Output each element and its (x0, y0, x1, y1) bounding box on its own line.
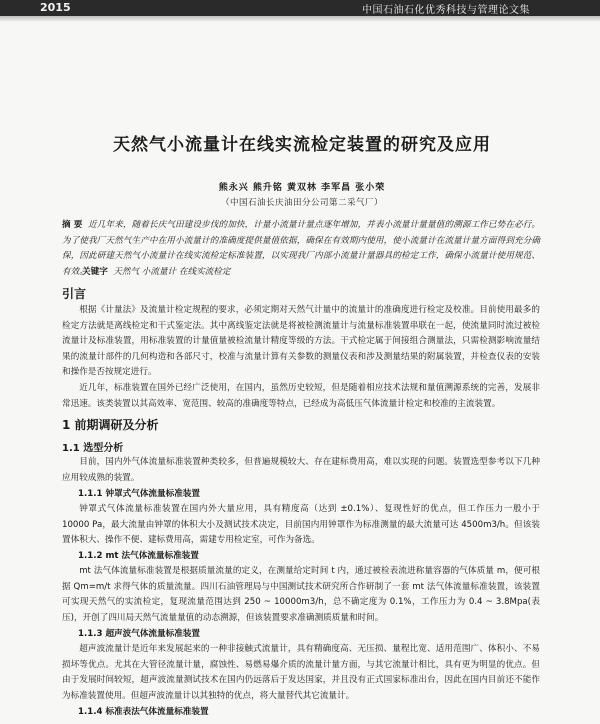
keywords-text: 天然气 小流量计 在线实流检定 (113, 267, 231, 277)
section-1-1-3-heading: 1.1.3 超声波气体流量标准装置 (78, 629, 200, 639)
section-1-1-2-heading: 1.1.2 mt 法气体流量标准装置 (78, 551, 199, 561)
affiliation: （中国石油长庆油田分公司第二采气厂） (220, 198, 383, 208)
section-1-1-paragraph: 目前，国内外气体流量标准装置种类较多，但普遍规模较大、存在建标费用高，难以实现的问题。装置选型参考以下几种应用较成熟的装置。 (62, 457, 540, 483)
journal-title: 中国石油石化优秀科技与管理论文集 (362, 5, 530, 16)
keywords-label: 关键字 (82, 267, 108, 277)
section-1-1-4-heading: 1.1.4 标准表法气体流量标准装置 (78, 707, 209, 717)
abstract-label: 摘 要 (62, 220, 83, 230)
intro-heading: 引言 (62, 287, 87, 301)
section-1-1-1-paragraph: 钟罩式气体流量标准装置在国内外大量应用，具有精度高（达到 ±0.1%）、复现性好的优点，但工作压力一般小于 10000 Pa，最大流量由钟罩的体积大小及测试技术决定，目前国内用钟罩作为标准测量的最大流量可达 4500m3/h。但该装置体积大、操作不便、建标费用高，需建专用检定室，可作为备选。 (62, 504, 540, 545)
section-1-1-3-paragraph: 超声波流量计是近年来发展起来的一种非接触式流量计，具有精确度高、无压损、量程比宽、适用范围广、体积小、不易损坏等优点。尤其在大管径流量计量，腐蚀性、易燃易爆介质的流量计量方面，与其它流量计相比，具有更为明显的优点。但由于发展时间较短，超声波流量测试技术在国内仍远落后于发达国家，并且没有正式国家标准出台，因此在国内目前还不能作为标准装置使用。但超声波流量计以其独特的优点，将大量替代其它流量计。 (62, 644, 540, 701)
scan-shadow (0, 16, 600, 22)
authors: 熊永兴 熊升铭 黄双林 李军昌 张小荣 (218, 183, 386, 193)
section-1-heading: 1 前期调研及分析 (62, 418, 159, 432)
intro-paragraph-2: 近几年，标准装置在国外已经广泛使用，在国内，虽然历史较短，但是随着相应技术法规和量值溯源系统的完善，发展非常迅速。该类装置以其高效率、宽范围、较高的准确度等特点，已经成为高低压气体流量计检定和校准的主流装置。 (62, 383, 540, 409)
section-1-1-heading: 1.1 选型分析 (62, 443, 124, 454)
section-1-1-1-heading: 1.1.1 钟罩式气体流量标准装置 (78, 489, 200, 499)
paper-title: 天然气小流量计在线实流检定装置的研究及应用 (113, 135, 491, 155)
keywords (82, 265, 542, 277)
journal-header-bar (0, 0, 600, 16)
intro-paragraph-1: 根据《计量法》及流量计检定规程的要求，必须定期对天然气计量中的流量计的准确度进行检定及校准。目前使用最多的检定方法就是离线检定和干式鉴定法。其中离线鉴定法就是将被检测流量计与流量标准装置串联在一起，使流量同时流过被检流量计及标准装置，用标准装置的计量值量被检流量计精度等级的方法。干式检定属于间接组合测量法，只需检测影响流量结果的流量计部件的几何构造和各部尺寸，校准与流量计算有关参数的测量仪表和涉及测量结果的附属装置，并检查仪表的安装和操作是否按规定进行。 (62, 305, 540, 377)
abstract-text: 近几年来，随着长庆气田建设步伐的加快，计量小流量计量点逐年增加，并表小流量计量量值的溯源工作已势在必行。为了使我厂天然气生产中在用小流量计的准确度提供量值依据，确保在有效期内使用，使小流量计在流量计量方面得到充分确保，因此研建天然气小流量计在线实流检定标准装置，以实现我厂内部小流量计量器具的检定工作，确保小流量计使用规范、有效。 (62, 220, 540, 277)
year-label: 2015 (40, 1, 71, 14)
section-1-1-2-paragraph: mt 法气体流量标准装置是根据质量流量的定义，在测量给定时间 t 内，通过被检表流进称量容器的气体质量 m，便可根据 Qm=m/t 求得气体的质量流量。四川石油管理局与中国测试技术研究所合作研制了一套 mt 法气体流量标准装置，该装置可实现天然气的实流检定，复现流量范围达到 250 ~ 10000m3/h，总不确定度为 0.1%，工作压力为 0.4 ~ 3.8Mpa(表压)，开创了四川局天然气流量量值的动态溯源，但该装置要求准确测质质量和时间。 (62, 566, 540, 623)
